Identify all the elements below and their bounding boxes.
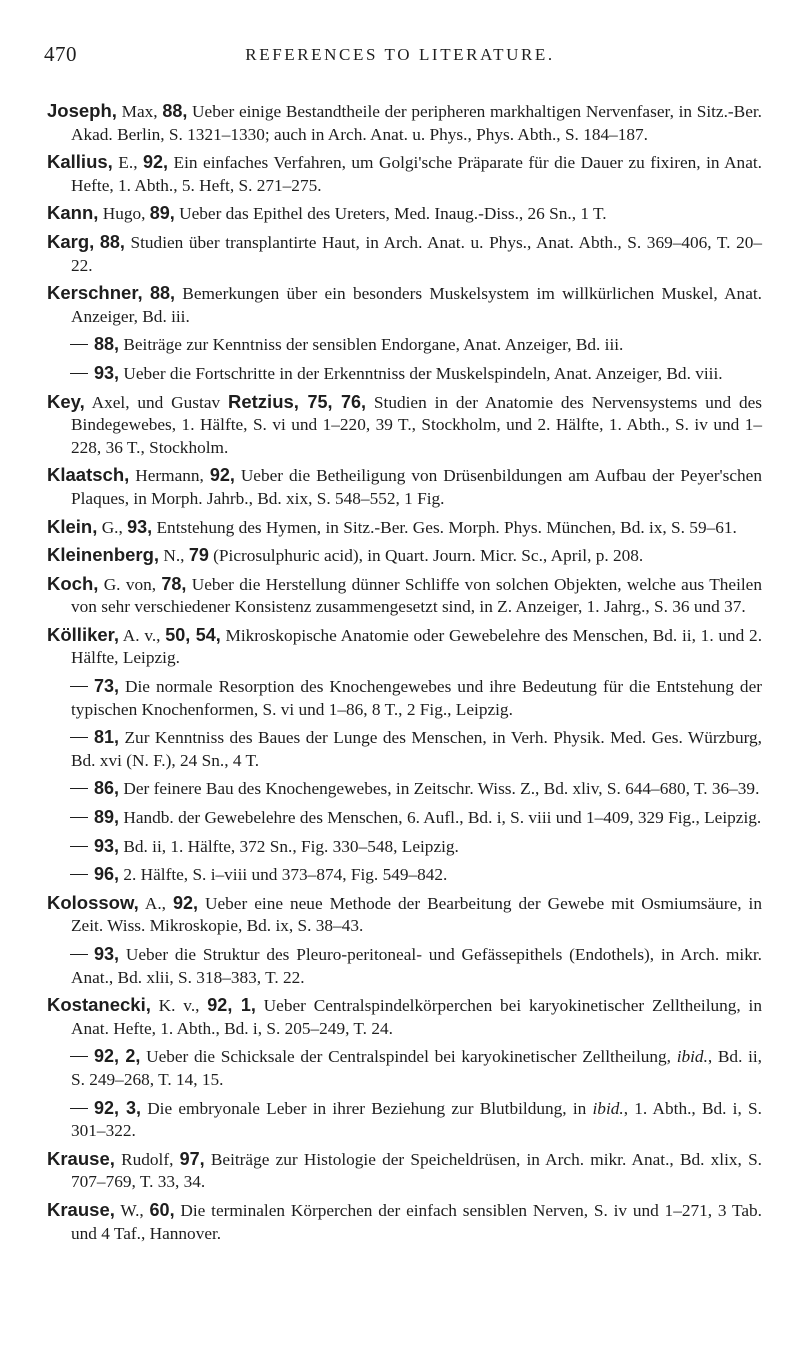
reference-author: Kölliker, bbox=[47, 623, 119, 645]
reference-year: 92, 1, bbox=[207, 995, 256, 1016]
reference-names: K. v., bbox=[150, 996, 208, 1016]
reference-year: 92, bbox=[172, 892, 199, 913]
reference-year: 86, bbox=[94, 778, 120, 799]
reference-text: Der feinere Bau des Knochengewebes, in Zeitschr. Wiss. Z., Bd. xliv, S. 644–680, T. 36–39. bbox=[119, 779, 760, 799]
reference-text: Ueber die Schicksale der Centralspindel bei karyokinetischer Zelltheilung, bbox=[140, 1047, 677, 1067]
reference-entry bbox=[47, 464, 762, 510]
reference-author: Koch, bbox=[47, 572, 99, 594]
reference-entry bbox=[47, 892, 762, 938]
reference-year: 97, bbox=[179, 1148, 205, 1169]
reference-entry bbox=[47, 806, 762, 830]
running-head: REFERENCES TO LITERATURE. bbox=[245, 45, 555, 64]
reference-names: G. von, bbox=[98, 574, 162, 594]
reference-author: Karg, bbox=[47, 230, 95, 252]
ditto-dash bbox=[70, 737, 88, 738]
reference-text: Ueber Centralspindelkörperchen bei karyokinetischer Zelltheilung, in Anat. Hefte, 1. Abth., Bd. i, S. 205–249, T. 24. bbox=[71, 996, 763, 1038]
reference-year: 92, bbox=[143, 152, 169, 173]
reference-text: Zur Kenntniss des Baues der Lunge des Menschen, in Verh. Physik. Med. Ges. Würzburg, Bd. xvi (N. F.), 24 Sn., 4 T. bbox=[71, 728, 762, 770]
reference-year: 89, bbox=[149, 203, 175, 224]
ditto-dash bbox=[70, 846, 88, 847]
reference-author: Klein, bbox=[47, 515, 98, 537]
reference-text: Die terminalen Körperchen der einfach sensiblen Nerven, S. iv und 1–271, 3 Tab. und 4 Taf., Hannover. bbox=[71, 1200, 762, 1243]
ditto-dash bbox=[70, 817, 88, 818]
reference-names: Rudolf, bbox=[114, 1149, 180, 1169]
reference-year: 73, bbox=[94, 676, 120, 697]
reference-list bbox=[47, 100, 762, 1250]
reference-year: 88, bbox=[149, 283, 175, 304]
reference-author: Joseph, bbox=[47, 100, 117, 121]
reference-year: 92, 2, bbox=[94, 1046, 141, 1067]
reference-text: Bd. ii, 1. Hälfte, 372 Sn., Fig. 330–548, Leipzig. bbox=[119, 836, 459, 856]
reference-entry bbox=[47, 391, 762, 460]
reference-text: Beiträge zur Histologie der Speicheldrüsen, in Arch. mikr. Anat., Bd. xlix, S. 707–769, T. 33, 34. bbox=[71, 1149, 763, 1192]
reference-author: Krause, bbox=[47, 1147, 115, 1169]
reference-year: 75, 76, bbox=[298, 391, 367, 412]
reference-text: Ueber die Struktur des Pleuro-peritoneal- und Gefässepithels (Endothels), in Arch. mikr. Anat., Bd. xlii, S. 318–383, T. 22. bbox=[71, 945, 762, 987]
reference-names: W., bbox=[114, 1200, 150, 1220]
reference-entry bbox=[47, 943, 762, 989]
reference-entry bbox=[47, 675, 762, 721]
reference-year: 93, bbox=[94, 362, 120, 383]
reference-names: Hugo, bbox=[98, 204, 150, 224]
reference-entry bbox=[47, 726, 762, 772]
reference-text: Ein einfaches Verfahren, um Golgi'sche Präparate für die Dauer zu fixiren, in Anat. Hefte, 1. Abth., 5. Heft, S. 271–275. bbox=[71, 153, 762, 195]
reference-names: N., bbox=[159, 546, 189, 566]
reference-entry bbox=[47, 100, 762, 146]
reference-entry bbox=[47, 282, 762, 328]
reference-entry bbox=[47, 151, 762, 197]
reference-text: Ueber eine neue Methode der Bearbeitung der Gewebe mit Osmiumsäure, in Zeit. Wiss. Mikroskopie, Bd. ix, S. 38–43. bbox=[71, 893, 762, 936]
reference-text: Ueber das Epithel des Ureters, Med. Inaug.-Diss., 26 Sn., 1 T. bbox=[174, 204, 607, 224]
reference-year: 78, bbox=[161, 573, 187, 594]
reference-entry bbox=[47, 573, 762, 619]
ditto-dash bbox=[70, 788, 88, 789]
reference-names: A. v., bbox=[118, 625, 166, 645]
reference-text: , 1. Abth., Bd. i, S. 301–322. bbox=[71, 1098, 762, 1141]
reference-entry bbox=[47, 1148, 762, 1194]
reference-text: Beiträge zur Kenntniss der sensiblen Endorgane, Anat. Anzeiger, Bd. iii. bbox=[119, 335, 624, 355]
reference-text: Mikroskopische Anatomie oder Gewebelehre des Menschen, Bd. ii, 1. und 2. Hälfte, Leipzig. bbox=[71, 625, 763, 668]
reference-coauthor: Retzius, bbox=[228, 390, 299, 412]
reference-year: 93, bbox=[94, 944, 120, 964]
reference-text: Ueber die Fortschritte in der Erkenntniss der Muskelspindeln, Anat. Anzeiger, Bd. viii. bbox=[119, 363, 723, 383]
reference-names: Axel, und Gustav bbox=[84, 392, 228, 412]
reference-year: 88, bbox=[99, 231, 125, 252]
ditto-dash bbox=[70, 373, 88, 374]
reference-year: 96, bbox=[94, 864, 120, 885]
reference-text: Studien über transplantirte Haut, in Arch. Anat. u. Phys., Anat. Abth., S. 369–406, T. 20–22. bbox=[71, 232, 762, 275]
reference-text: Handb. der Gewebelehre des Menschen, 6. Aufl., Bd. i, S. viii und 1–409, 329 Fig., Leipzig. bbox=[119, 808, 762, 828]
reference-year: 60, bbox=[149, 1199, 175, 1220]
reference-entry bbox=[47, 1199, 762, 1245]
reference-year: 93, bbox=[94, 835, 120, 856]
reference-ibid: ibid. bbox=[592, 1098, 624, 1118]
reference-entry bbox=[47, 202, 762, 226]
reference-entry bbox=[47, 516, 762, 540]
reference-author: Kostanecki, bbox=[47, 994, 151, 1016]
reference-entry bbox=[47, 362, 762, 386]
reference-year: 88, bbox=[94, 334, 120, 355]
reference-author: Klaatsch, bbox=[47, 464, 130, 486]
reference-names: Hermann, bbox=[129, 466, 210, 486]
reference-ibid: ibid. bbox=[676, 1047, 708, 1067]
ditto-dash bbox=[70, 954, 88, 955]
reference-year: 92, 3, bbox=[94, 1097, 141, 1118]
ditto-dash bbox=[70, 874, 88, 875]
reference-text: Ueber einige Bestandtheile der peripheren markhaltigen Nervenfaser, in Sitz.-Ber. Akad. Berlin, S. 1321–1330; auch in Arch. Anat. u. Phys., Phys. Abth., S. 184–187. bbox=[71, 102, 762, 144]
reference-author: Krause, bbox=[47, 1198, 115, 1220]
reference-text: Ueber die Betheiligung von Drüsenbildungen am Aufbau der Peyer'schen Plaques, in Morph. Jahrb., Bd. xix, S. 548–552, 1 Fig. bbox=[71, 466, 762, 508]
reference-text: 2. Hälfte, S. i–viii und 373–874, Fig. 549–842. bbox=[119, 865, 448, 885]
reference-year: 81, bbox=[94, 727, 120, 748]
reference-entry bbox=[47, 835, 762, 859]
reference-entry bbox=[47, 994, 762, 1040]
reference-entry bbox=[47, 777, 762, 801]
reference-text: Bemerkungen über ein besonders Muskelsystem im willkürlichen Muskel, Anat. Anzeiger, Bd. iii. bbox=[71, 284, 762, 326]
ditto-dash bbox=[70, 1108, 88, 1109]
ditto-dash bbox=[70, 1056, 88, 1057]
reference-year: 50, 54, bbox=[165, 624, 221, 645]
ditto-dash bbox=[70, 686, 88, 687]
reference-text: (Picrosulphuric acid), in Quart. Journ. Micr. Sc., April, p. 208. bbox=[208, 546, 644, 566]
reference-year: 88, bbox=[162, 101, 188, 121]
reference-names: Max, bbox=[116, 102, 163, 121]
reference-text: Die normale Resorption des Knochengewebes und ihre Bedeutung für die Entstehung der typischen Knochenformen, S. vi und 1–86, 8 T., 2 Fig., Leipzig. bbox=[71, 677, 762, 719]
reference-entry bbox=[47, 544, 762, 568]
reference-text: Die embryonale Leber in ihrer Beziehung zur Blutbildung, in bbox=[140, 1098, 593, 1118]
reference-year: 93, bbox=[127, 516, 153, 537]
reference-text: Ueber die Herstellung dünner Schliffe von solchen Objekten, welche aus Theilen von sehr verschiedener Konsistenz zusammengesetzt sind, in Z. Anzeiger, 1. Jahrg., S. 36 und 37. bbox=[71, 574, 762, 617]
reference-entry bbox=[47, 1045, 762, 1091]
reference-names: G., bbox=[97, 517, 128, 537]
reference-author: Kann, bbox=[47, 202, 99, 224]
reference-text: Entstehung des Hymen, in Sitz.-Ber. Ges. Morph. Phys. München, Bd. ix, S. 59–61. bbox=[152, 517, 737, 537]
page-number: 470 bbox=[44, 42, 77, 66]
reference-author: Kolossow, bbox=[47, 891, 139, 913]
reference-entry bbox=[47, 333, 762, 357]
reference-author: Kleinenberg, bbox=[47, 544, 160, 566]
reference-year: 92, bbox=[209, 465, 235, 486]
reference-entry bbox=[47, 1097, 762, 1143]
reference-text: , Bd. ii, S. 249–268, T. 14, 15. bbox=[71, 1047, 762, 1089]
reference-entry bbox=[47, 863, 762, 887]
reference-year: 89, bbox=[94, 807, 120, 828]
reference-entry bbox=[47, 624, 762, 670]
reference-text: Studien in der Anatomie des Nervensystems und des Bindegewebes, 1. Hälfte, S. vi und 1–220, 39 T., Stockholm, und 2. Hälfte, 1. Abth., S. iv und 1–228, 36 T., Stockholm. bbox=[71, 392, 763, 457]
ditto-dash bbox=[70, 344, 88, 345]
reference-author: Kerschner, bbox=[47, 282, 143, 304]
reference-author: Kallius, bbox=[47, 151, 113, 173]
reference-entry bbox=[47, 231, 762, 277]
reference-names: E., bbox=[112, 153, 144, 173]
reference-names bbox=[143, 284, 150, 303]
reference-names: A., bbox=[138, 893, 173, 913]
reference-author: Key, bbox=[47, 390, 85, 412]
reference-year: 79 bbox=[188, 545, 209, 566]
